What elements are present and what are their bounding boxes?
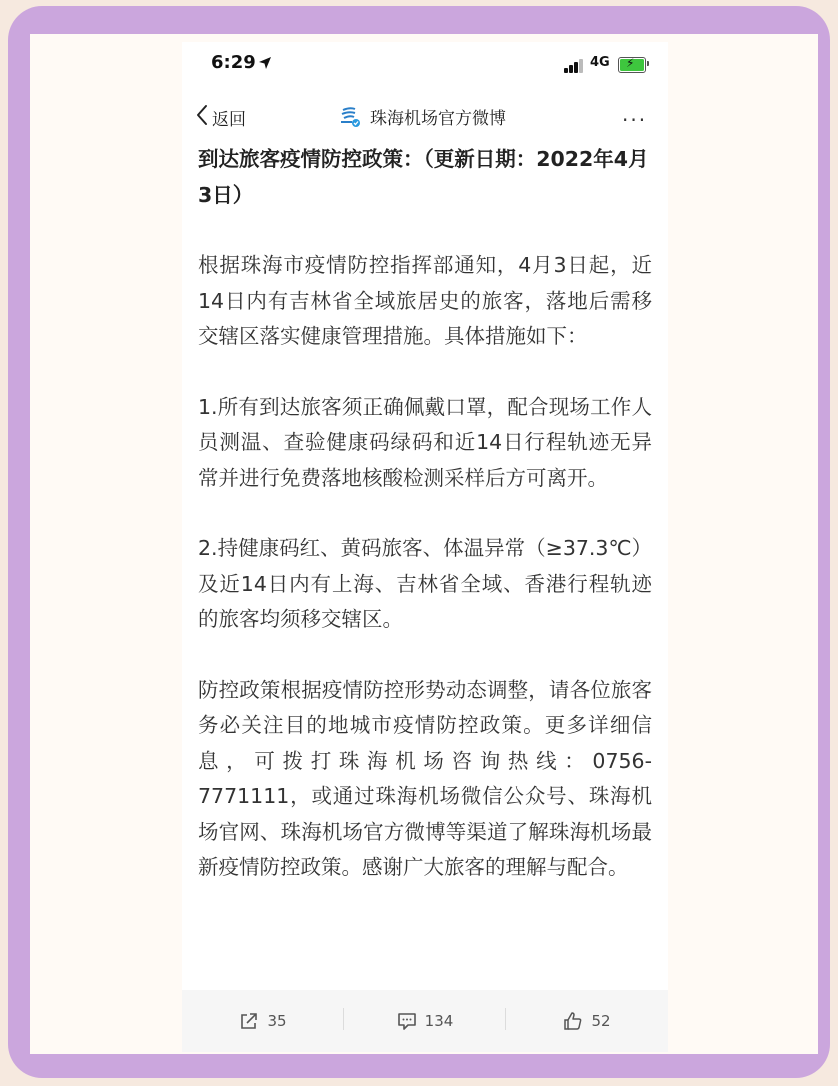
status-bar (182, 42, 668, 84)
account-name[interactable]: 珠海机场官方微博 (370, 109, 506, 129)
article-paragraph: 2.持健康码红、黄码旅客、体温异常（≥37.3℃）及近14日内有上海、吉林省全域、香港行程轨迹的旅客均须移交辖区。 (198, 536, 652, 631)
repost-button[interactable] (182, 990, 344, 1052)
like-button[interactable] (506, 990, 668, 1052)
airport-logo-icon (338, 104, 362, 128)
location-arrow-icon (258, 56, 272, 70)
action-bar (182, 990, 668, 1052)
share-icon (239, 1011, 259, 1031)
article-paragraph: 根据珠海市疫情防控指挥部通知，4月3日起，近14日内有吉林省全域旅居史的旅客，落地后需移交辖区落实健康管理措施。具体措施如下： (198, 253, 652, 348)
chevron-left-icon (196, 104, 208, 126)
nav-bar (182, 94, 668, 140)
comment-button[interactable] (344, 990, 506, 1052)
network-type: 4G (590, 55, 610, 70)
phone-screen (182, 42, 668, 1052)
comment-icon (397, 1011, 417, 1031)
article-paragraph: 防控政策根据疫情防控形势动态调整，请各位旅客务必关注目的地城市疫情防控政策。更多详细信息，可拨打珠海机场咨询热线：0756-7771111，或通过珠海机场微信公众号、珠海机场官网、珠海机场官方微博等渠道了解珠海机场最新疫情防控政策。感谢广大旅客的理解与配合。 (198, 677, 652, 879)
more-options-button[interactable]: ··· (622, 108, 648, 132)
comment-count: 134 (424, 1012, 454, 1030)
battery-charging-icon: ⚡ (618, 57, 646, 73)
article-body (198, 142, 652, 886)
back-label: 返回 (212, 110, 246, 130)
repost-count: 35 (267, 1012, 287, 1030)
thumbs-up-icon (563, 1011, 583, 1031)
article-headline: 到达旅客疫情防控政策：（更新日期：2022年4月3日） (198, 147, 649, 207)
article-paragraph: 1.所有到达旅客须正确佩戴口罩，配合现场工作人员测温、查验健康码绿码和近14日行程轨迹无异常并进行免费落地核酸检测采样后方可离开。 (198, 394, 652, 490)
status-time: 6:29 (211, 52, 256, 73)
like-count: 52 (591, 1012, 611, 1030)
signal-icon (564, 59, 586, 73)
